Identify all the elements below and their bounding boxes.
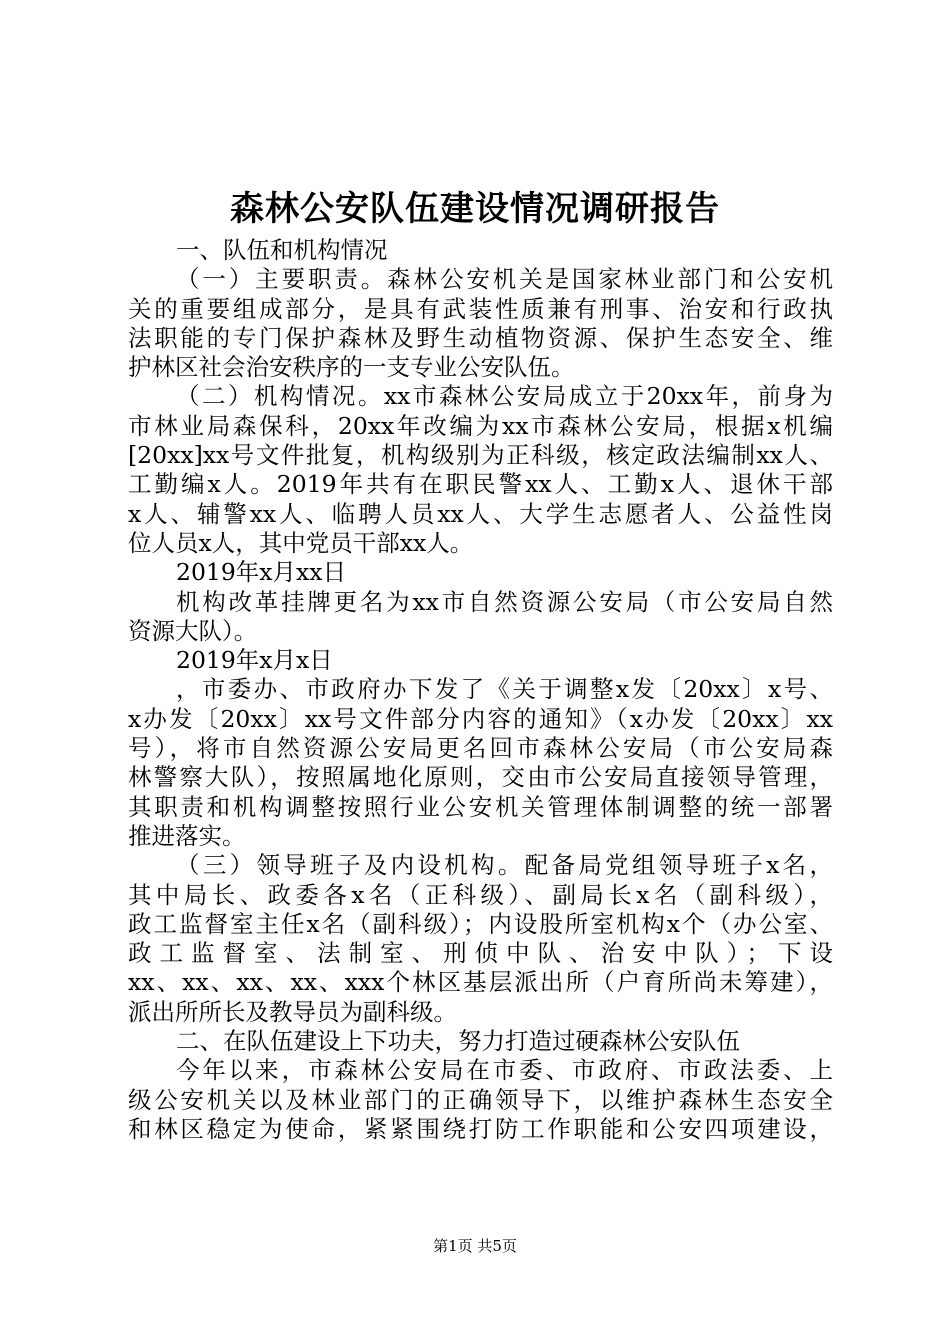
text-line: 关的重要组成部分，是具有武装性质兼有刑事、治安和行政执	[128, 294, 833, 323]
text-line: 推进落实。	[128, 821, 246, 850]
text-line: x人、辅警xx人、临聘人员xx人、大学生志愿者人、公益性岗	[128, 499, 833, 528]
text-line: 今年以来，市森林公安局在市委、市政府、市政法委、上	[176, 1056, 833, 1085]
text-line: xx、xx、xx、xx、xxx个林区基层派出所（户育所尚未筹建），	[128, 968, 833, 997]
text-line: （三）领导班子及内设机构。配备局党组领导班子x名，	[176, 851, 833, 880]
text-line: 护林区社会治安秩序的一支专业公安队伍。	[128, 353, 575, 382]
text-line: （二）机构情况。xx市森林公安局成立于20xx年，前身为	[176, 382, 833, 411]
text-line: 其中局长、政委各x名（正科级）、副局长x名（副科级），	[128, 880, 833, 909]
text-line: 二、在队伍建设上下功夫，努力打造过硬森林公安队伍	[176, 1027, 740, 1056]
text-line: （一）主要职责。森林公安机关是国家林业部门和公安机	[176, 265, 833, 294]
text-line: [20xx]xx号文件批复，机构级别为正科级，核定政法编制xx人、	[128, 441, 833, 470]
text-line: 林警察大队），按照属地化原则，交由市公安局直接领导管理，	[128, 763, 833, 792]
document-body	[128, 236, 833, 1144]
page-footer: 第1页 共5页	[433, 1237, 517, 1255]
text-line: 和林区稳定为使命，紧紧围绕打防工作职能和公安四项建设，	[128, 1114, 833, 1143]
text-line: 一、队伍和机构情况	[176, 236, 388, 264]
text-line: 市林业局森保科，20xx年改编为xx市森林公安局，根据x机编	[128, 411, 833, 440]
text-line: ，市委办、市政府办下发了《关于调整x发〔20xx〕x号、	[176, 675, 833, 704]
text-line: 政工监督室主任x名（副科级）；内设股所室机构x个（办公室、	[128, 909, 833, 938]
text-line: 法职能的专门保护森林及野生动植物资源、保护生态安全、维	[128, 323, 833, 352]
text-line: 号），将市自然资源公安局更名回市森林公安局（市公安局森	[128, 734, 833, 763]
text-line: 政工监督室、法制室、刑侦中队、治安中队）；下设	[128, 939, 833, 968]
text-line: 资源大队）。	[128, 616, 258, 645]
text-line: 其职责和机构调整按照行业公安机关管理体制调整的统一部署	[128, 792, 833, 821]
text-line: 2019年x月xx日	[176, 558, 347, 587]
text-line: 2019年x月x日	[176, 646, 333, 675]
text-line: 派出所所长及教导员为副科级。	[128, 997, 457, 1026]
document-title: 森林公安队伍建设情况调研报告	[230, 189, 720, 229]
text-line: 级公安机关以及林业部门的正确领导下，以维护森林生态安全	[128, 1085, 833, 1114]
text-line: 位人员x人，其中党员干部xx人。	[128, 528, 474, 557]
text-line: x办发〔20xx〕xx号文件部分内容的通知》（x办发〔20xx〕xx	[128, 704, 833, 733]
text-line: 工勤编x人。2019年共有在职民警xx人、工勤x人、退休干部	[128, 470, 833, 499]
text-line: 机构改革挂牌更名为xx市自然资源公安局（市公安局自然	[176, 587, 833, 616]
